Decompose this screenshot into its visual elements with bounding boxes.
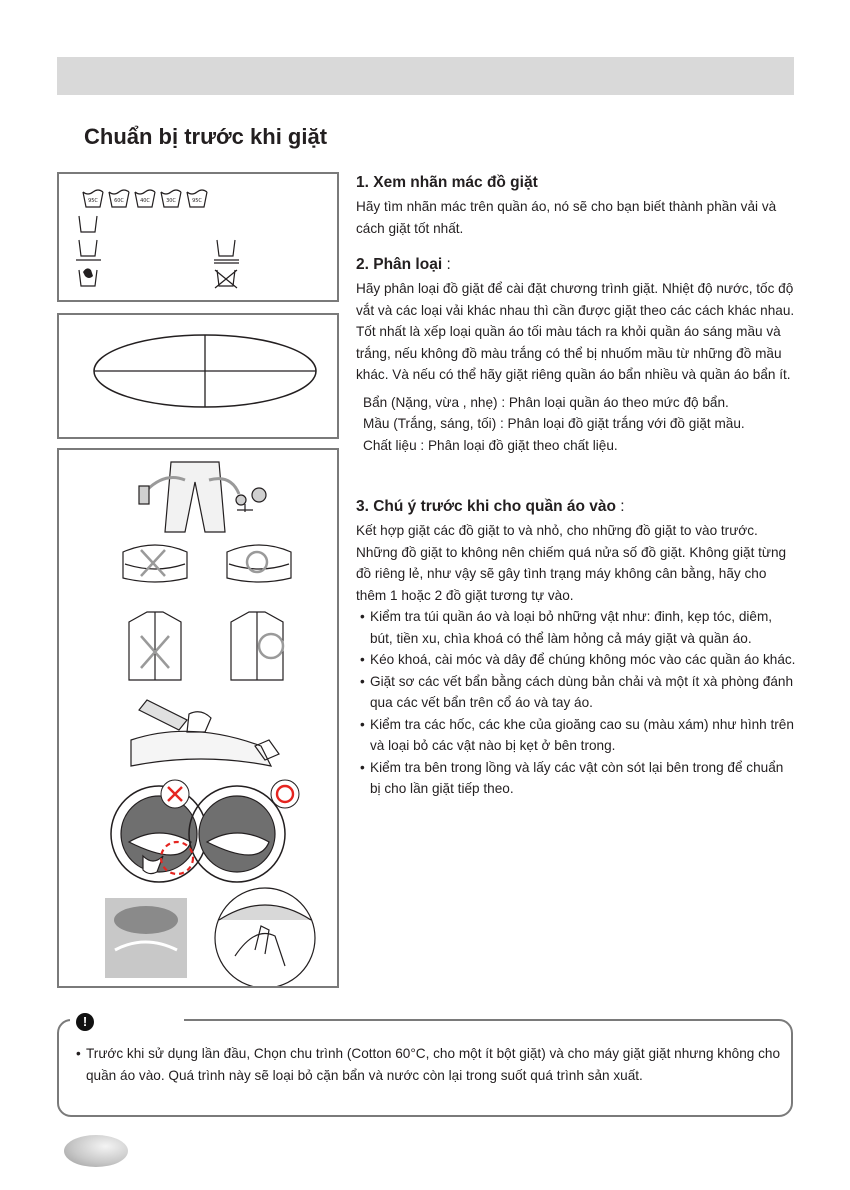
sort-criterion: Mầu (Trắng, sáng, tối) : Phân loại đồ giặt trắng với đồ giặt mầu. xyxy=(363,416,745,431)
delicate-wash-icon xyxy=(217,240,235,256)
temp-label: 95C xyxy=(192,198,202,204)
exclamation-icon: ! xyxy=(76,1013,94,1031)
trousers-pocket-illustration xyxy=(139,462,266,532)
ok-icon xyxy=(271,780,299,808)
care-label-panel xyxy=(57,172,339,302)
section-body: Kết hợp giặt các đồ giặt to và nhỏ, cho những đồ giặt to vào trước. Những đồ giặt to không nên chiếm quá nửa số đồ giặt. Không giặt từng đồ riêng lẻ, như vậy sẽ gây tình trạng máy không cân bằng, hãy cho thêm 1 hoặc 2 đồ giặt tương tự vào. xyxy=(356,523,787,603)
section-heading: 1. Xem nhãn mác đồ giặt xyxy=(356,174,538,191)
care-label-symbols xyxy=(59,174,337,300)
section-heading-text: 2. Phân loại xyxy=(356,256,443,273)
illustrations xyxy=(59,450,337,986)
page-title: Chuẩn bị trước khi giặt xyxy=(84,124,328,149)
temp-label: 30C xyxy=(166,198,176,204)
preparation-illustrations-panel xyxy=(57,448,339,988)
bullet-item: • Kiểm tra túi quần áo và loại bỏ những vật như: đinh, kẹp tóc, diêm, bút, tiền xu, chìa khoá có thể làm hỏng cả máy giặt và quần áo. xyxy=(356,606,796,649)
header-bar xyxy=(57,57,794,95)
temp-label: 40C xyxy=(140,198,150,204)
temp-label: 60C xyxy=(114,198,124,204)
gentle-wash-icon xyxy=(79,240,97,256)
section-heading xyxy=(356,496,796,517)
zipper-illustration xyxy=(131,700,279,766)
bullet-item: • Kéo khoá, cài móc và dây để chúng không móc vào các quần áo khác. xyxy=(356,649,796,671)
temp-label: 95C xyxy=(88,198,98,204)
sort-criterion: Chất liệu : Phân loại đồ giặt theo chất liệu. xyxy=(363,437,618,453)
hand-icon xyxy=(83,268,93,278)
section-body: Hãy phân loại đồ giặt để cài đặt chương trình giặt. Nhiệt độ nước, tốc độ vắt và các loại vải khác nhau thì cần được giặt theo các cách khác nhau. Tốt nhất là xếp loại quần áo tối màu tách ra khỏi quần áo sáng mầu và trắng, nếu không đồ màu trắng có thể bị nhuốm mầu từ những đồ mầu khác. Và nếu có thể hãy giặt riêng quần áo bẩn nhiều và quần áo bẩn ít. xyxy=(356,281,795,382)
sort-criterion: Bẩn (Nặng, vừa , nhẹ) : Phân loại quần áo theo mức độ bẩn. xyxy=(363,394,729,410)
section-heading xyxy=(356,254,796,275)
collar-illustrations xyxy=(123,545,291,582)
drum-gasket-illustrations xyxy=(111,786,285,882)
sorting-diagram-panel xyxy=(57,313,339,439)
caution-note-text: • Trước khi sử dụng lần đầu, Chọn chu trình (Cotton 60°C, cho một ít bột giặt) và cho máy giặt giặt nhưng không cho quần áo vào. Quá trình này sẽ loại bỏ cặn bẩn và nước còn lại trong suốt quá trình sản xuất. xyxy=(76,1043,791,1086)
heading-colon: : xyxy=(615,498,625,515)
wrong-icon xyxy=(161,780,189,808)
section-sorting xyxy=(356,254,796,456)
wash-icon xyxy=(79,216,97,232)
bullet-item: • Kiểm tra các hốc, các khe của gioăng cao su (màu xám) như hình trên và loại bỏ các vật nào bị kẹt ở bên trong. xyxy=(356,714,796,757)
bullet-item: • Kiểm tra bên trong lồng và lấy các vật còn sót lại bên trong để chuẩn bị cho lần giặt tiếp theo. xyxy=(356,757,796,800)
drum-inspection-illustration xyxy=(105,888,315,986)
section-check-labels xyxy=(356,172,796,239)
page-number-oval xyxy=(64,1135,128,1167)
shirt-illustrations xyxy=(129,612,283,680)
heading-colon: : xyxy=(442,256,451,273)
sorting-oval-diagram xyxy=(59,315,337,437)
bullet-item: • Giặt sơ các vết bẩn bằng cách dùng bản chải và một ít xà phòng đánh qua các vết bẩn trên cổ áo và tay áo. xyxy=(356,671,796,714)
section-heading-text: 3. Chú ý trước khi cho quần áo vào xyxy=(356,498,616,515)
section-before-loading xyxy=(356,496,796,800)
section-body: Hãy tìm nhãn mác trên quần áo, nó sẽ cho bạn biết thành phần vải và cách giặt tốt nhất. xyxy=(356,199,777,236)
